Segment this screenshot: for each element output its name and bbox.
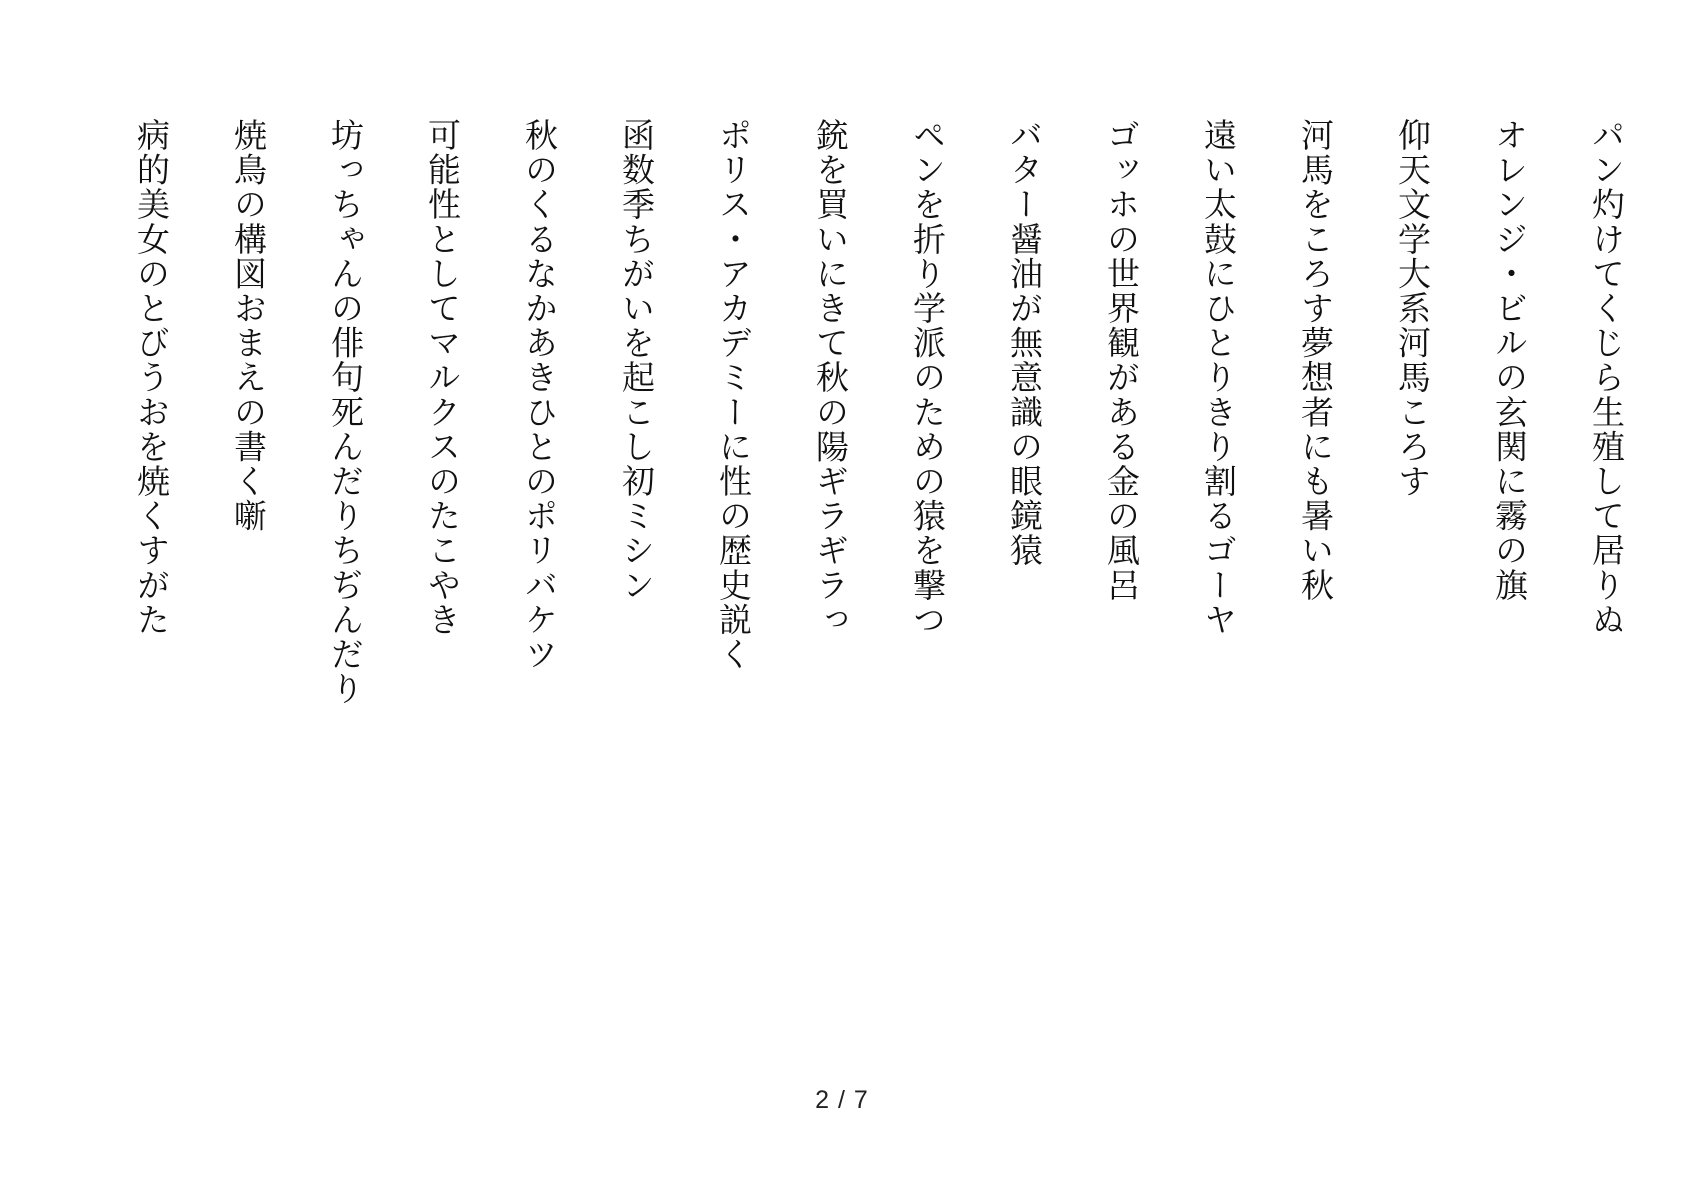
poem-line: ペンを折り学派のための猿を撃つ [908, 118, 947, 637]
poem-line: ポリス・アカデミーに性の歴史説く [714, 118, 753, 672]
poem-line: 銃を買いにきて秋の陽ギラギラっ [811, 118, 850, 637]
poem-line: 仰天文学大系河馬ころす [1393, 118, 1432, 499]
poem-line: 河馬をころす夢想者にも暑い秋 [1296, 118, 1335, 603]
poem-line: 可能性としてマルクスのたこやき [423, 118, 462, 637]
poem-line: 坊っちゃんの俳句死んだりちぢんだり [326, 118, 365, 707]
poem-line: 秋のくるなかあきひとのポリバケツ [520, 118, 559, 672]
poem-list [64, 118, 1624, 998]
page-number: 2 / 7 [815, 1086, 869, 1114]
poem-line: ゴッホの世界観がある金の風呂 [1102, 118, 1141, 603]
poem-line: バター醤油が無意識の眼鏡猿 [1005, 118, 1044, 568]
poem-line: オレンジ・ビルの玄関に霧の旗 [1490, 118, 1529, 603]
poem-line: パン灼けてくじら生殖して居りぬ [1587, 118, 1626, 637]
poem-line: 焼鳥の構図おまえの書く噺 [229, 118, 268, 534]
poem-line: 病的美女のとびうおを焼くすがた [132, 118, 171, 637]
poem-line: 遠い太鼓にひとりきり割るゴーヤ [1199, 118, 1238, 637]
poem-line: 函数季ちがいを起こし初ミシン [617, 118, 656, 603]
